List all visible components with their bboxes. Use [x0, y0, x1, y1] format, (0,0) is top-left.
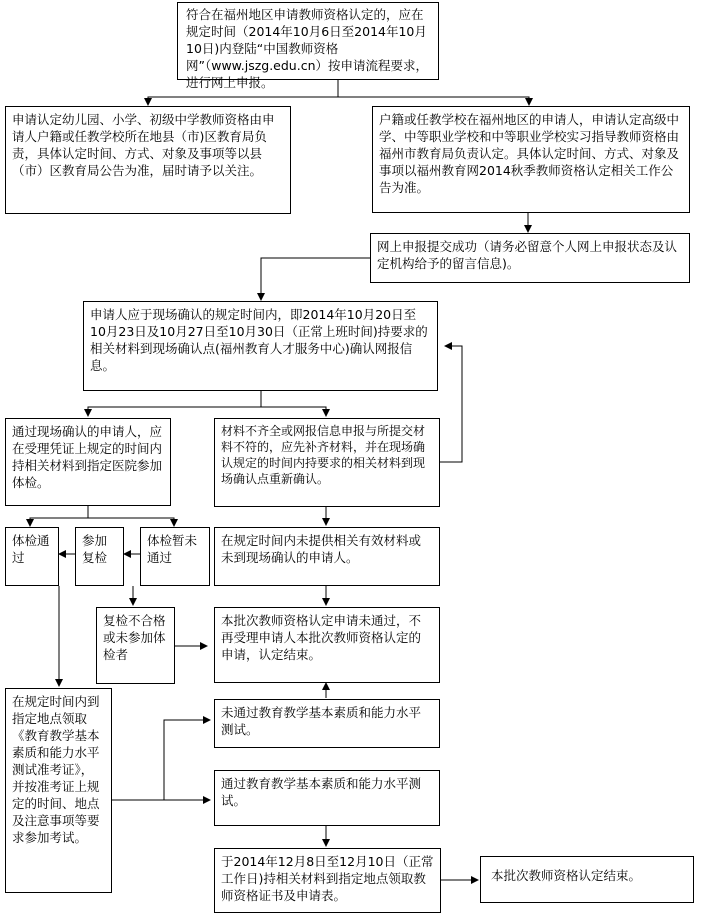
- test-pass-text: 通过教育教学基本素质和能力水平测试。: [221, 776, 422, 808]
- test-fail-box: [214, 699, 440, 748]
- exam-pending-text: 体检暂未通过: [147, 533, 198, 565]
- exam-pass-text: 体检通过: [12, 533, 50, 565]
- pass-confirm-text: 通过现场确认的申请人，应在受理凭证上规定的时间内持相关材料到指定医院参加体检。: [12, 424, 163, 490]
- end-ok-box: [480, 856, 694, 903]
- certificate-text: 于2014年12月8日至12月10日（正常工作日)持相关材料到指定地点领取教师资格证书及申请表。: [221, 854, 434, 903]
- recheck-box: [75, 527, 124, 586]
- end-fail-box: [214, 607, 440, 683]
- no-material-text: 在规定时间内未提供相关有效材料或未到现场确认的申请人。: [221, 533, 422, 565]
- admission-box: [5, 688, 112, 893]
- end-ok-text: 本批次教师资格认定结束。: [491, 868, 642, 883]
- online-success-box: [370, 233, 690, 283]
- city-box: [372, 106, 690, 213]
- incomplete-text: 材料不齐全或网报信息申报与所提交材料不符的，应先补齐材料，并在现场确认规定的时间内持要求的相关材料到现场确认点重新确认。: [221, 424, 426, 486]
- start-box: [177, 2, 439, 90]
- confirm-box: [83, 301, 438, 391]
- county-text: 申请认定幼儿园、小学、初级中学教师资格由申请人户籍或任教学校所在地县（市)区教育局负责，具体认定时间、方式、对象及事项等以县（市）区教育局公告为准，届时请予以关注。: [12, 112, 275, 178]
- city-text: 户籍或任教学校在福州地区的申请人，申请认定高级中学、中等职业学校和中等职业学校实习指导教师资格由福州市教育局负责认定。具体认定时间、方式、对象及事项以福州教育网2014秋季教师资格认定相关工作公告为准。: [379, 112, 680, 195]
- pass-confirm-box: [5, 418, 171, 506]
- exam-pending-box: [140, 527, 210, 586]
- test-fail-text: 未通过教育教学基本素质和能力水平测试。: [221, 705, 422, 737]
- incomplete-box: [214, 418, 440, 507]
- start-text: 符合在福州地区申请教师资格认定的，应在规定时间（2014年10月6日至2014年10月10日)内登陆“中国教师资格网”（www.jszg.edu.cn）按申请流程要求，进行网上申报。: [186, 7, 428, 90]
- confirm-text: 申请人应于现场确认的规定时间内，即2014年10月20日至10月23日及10月27日至10月30日（正常上班时间)持要求的相关材料到现场确认点(福州教育人才服务中心)确认网报信息。: [90, 307, 428, 373]
- test-pass-box: [214, 770, 440, 826]
- recheck-text: 参加复检: [82, 533, 108, 565]
- online-success-text: 网上申报提交成功（请务必留意个人网上申报状态及认定机构给予的留言信息)。: [377, 239, 678, 271]
- certificate-box: [214, 848, 441, 913]
- exam-pass-box: [5, 527, 59, 586]
- end-fail-text: 本批次教师资格认定申请未通过，不再受理申请人本批次教师资格认定的申请，认定结束。: [221, 613, 422, 662]
- admission-text: 在规定时间内到指定地点领取《教育教学基本素质和能力水平测试准考证》，并按准考证上规定的时间、地点及注意事项等要求参加考试。: [12, 694, 100, 845]
- recheck-fail-text: 复检不合格或未参加体检者: [103, 613, 166, 662]
- recheck-fail-box: [96, 607, 175, 684]
- county-box: [5, 106, 291, 214]
- no-material-box: [214, 527, 440, 586]
